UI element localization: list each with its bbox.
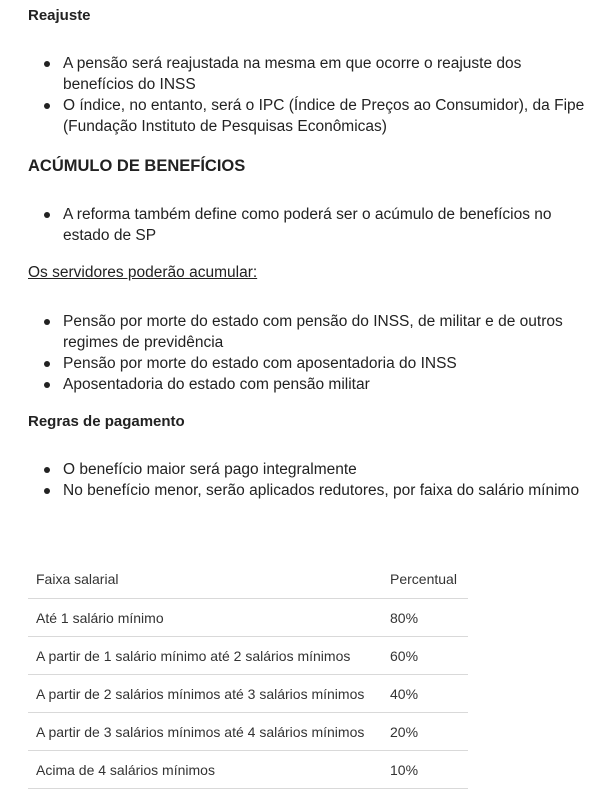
faixa-cell: A partir de 3 salários mínimos até 4 salários mínimos [28, 713, 380, 751]
list-item: Pensão por morte do estado com pensão do INSS, de militar e de outros regimes de previdência [63, 311, 600, 353]
percentual-cell: 80% [380, 599, 468, 637]
acumulo-subtitle: Os servidores poderão acumular: [28, 264, 258, 281]
acumulo-list [28, 204, 593, 246]
table-row [28, 637, 468, 675]
table-header-row [28, 559, 468, 599]
faixa-cell: Até 1 salário mínimo [28, 599, 380, 637]
header-percentual: Percentual [380, 559, 468, 599]
list-item: Pensão por morte do estado com aposentadoria do INSS [63, 353, 600, 374]
list-item: A reforma também define como poderá ser o acúmulo de benefícios no estado de SP [63, 204, 593, 246]
pagamento-heading: Regras de pagamento [28, 413, 185, 430]
faixa-cell: Acima de 4 salários mínimos [28, 751, 380, 789]
percentual-cell: 60% [380, 637, 468, 675]
reajuste-heading: Reajuste [28, 7, 91, 24]
table-row [28, 751, 468, 789]
acumulo-sub-list [28, 311, 600, 395]
redutores-table [28, 559, 468, 789]
acumulo-heading: ACÚMULO DE BENEFÍCIOS [28, 157, 246, 175]
list-item: A pensão será reajustada na mesma em que ocorre o reajuste dos benefícios do INSS [63, 53, 593, 95]
table-row [28, 675, 468, 713]
header-faixa-salarial: Faixa salarial [28, 559, 380, 599]
list-item: No benefício menor, serão aplicados redutores, por faixa do salário mínimo [63, 480, 583, 501]
table-row [28, 599, 468, 637]
percentual-cell: 40% [380, 675, 468, 713]
percentual-cell: 20% [380, 713, 468, 751]
list-item: O índice, no entanto, será o IPC (Índice de Preços ao Consumidor), da Fipe (Fundação Instituto de Pesquisas Econômicas) [63, 95, 593, 137]
table-row [28, 713, 468, 751]
percentual-cell: 10% [380, 751, 468, 789]
reajuste-list [28, 53, 593, 137]
faixa-cell: A partir de 2 salários mínimos até 3 salários mínimos [28, 675, 380, 713]
pagamento-list [28, 459, 583, 501]
faixa-cell: A partir de 1 salário mínimo até 2 salários mínimos [28, 637, 380, 675]
list-item: O benefício maior será pago integralmente [63, 459, 583, 480]
list-item: Aposentadoria do estado com pensão militar [63, 374, 600, 395]
